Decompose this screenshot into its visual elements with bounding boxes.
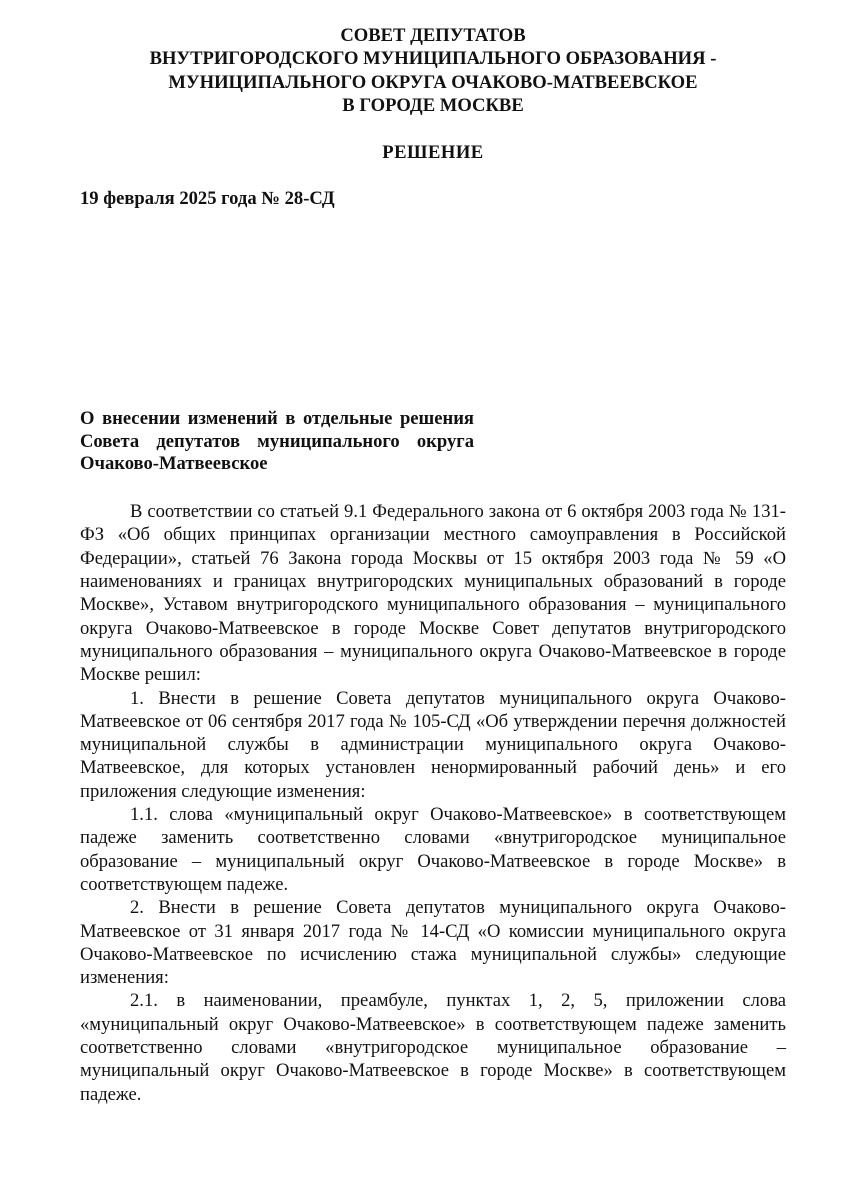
header-line-2: ВНУТРИГОРОДСКОГО МУНИЦИПАЛЬНОГО ОБРАЗОВАНИЯ - — [149, 48, 717, 70]
header-line-3: МУНИЦИПАЛЬНОГО ОКРУГА ОЧАКОВО-МАТВЕЕВСКОЕ — [168, 71, 698, 93]
header-line-4: В ГОРОДЕ МОСКВЕ — [342, 94, 524, 116]
date-and-number: 19 февраля 2025 года № 28-СД — [80, 188, 335, 210]
paragraph-1: 1. Внести в решение Совета депутатов муниципального округа Очаково-Матвеевское от 06 сентября 2017 года № 105-СД «Об утверждении перечня должностей муниципальной службы в администрации муниципального округа Очаково-Матвеевское, для которых установлен ненормированный рабочий день» и его приложения следующие изменения: — [80, 687, 786, 802]
preamble-paragraph: В соответствии со статьей 9.1 Федерального закона от 6 октября 2003 года № 131-ФЗ «Об общих принципах организации местного самоуправления в Российской Федерации», статьей 76 Закона города Москвы от 15 октября 2003 года № 59 «О наименованиях и границах внутригородских муниципальных образований в городе Москве», Уставом внутригородского муниципального образования – муниципального округа Очаково-Матвеевское в городе Москве Совет депутатов внутригородского муниципального образования – муниципального округа Очаково-Матвеевское в городе Москве решил: — [80, 501, 786, 686]
document-body — [80, 500, 786, 1106]
decision-subject: О внесении изменений в отдельные решения Совета депутатов муниципального округа Очаково-Матвеевское — [80, 407, 474, 475]
paragraph-2: 2. Внести в решение Совета депутатов муниципального округа Очаково-Матвеевское от 31 января 2017 года № 14-СД «О комиссии муниципального округа Очаково-Матвеевское по исчислению стажа муниципальной службы» следующие изменения: — [80, 897, 786, 989]
issuer-header — [80, 24, 786, 117]
paragraph-1-1: 1.1. слова «муниципальный округ Очаково-Матвеевское» в соответствующем падеже заменить соответственно словами «внутригородское муниципальное образование – муниципальный округ Очаково-Матвеевское в городе Москве» в соответствующем падеже. — [80, 804, 786, 895]
paragraph-2-1: 2.1. в наименовании, преамбуле, пунктах 1, 2, 5, приложении слова «муниципальный округ Очаково-Матвеевское» в соответствующем падеже заменить соответственно словами «внутригородское муниципальное образование – муниципальный округ Очаково-Матвеевское в городе Москве» в соответствующем падеже. — [80, 990, 786, 1105]
document-type: РЕШЕНИЕ — [382, 142, 484, 164]
header-line-1: СОВЕТ ДЕПУТАТОВ — [340, 25, 526, 46]
